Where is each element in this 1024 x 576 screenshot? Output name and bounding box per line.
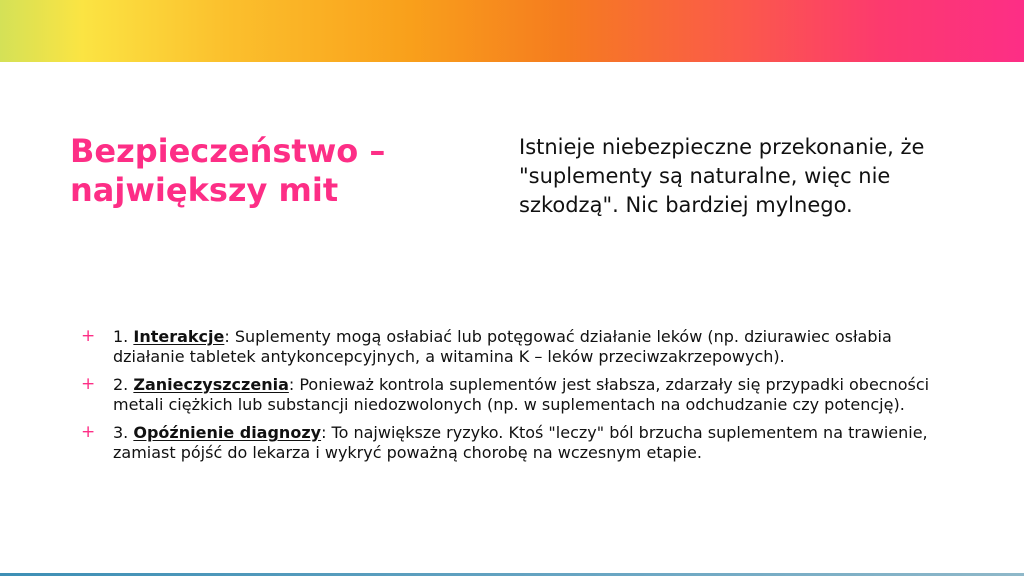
point-text: : Suplementy mogą osłabiać lub potęgować działanie leków (np. dziurawiec osłabia działanie tabletek antykoncepcyjnych, a witamina K – leków przeciwzakrzepowych). — [113, 327, 892, 366]
plus-bullet-icon: + — [81, 326, 96, 346]
header-gradient-band — [0, 0, 1024, 62]
point-text: : To największe ryzyko. Ktoś "leczy" ból brzucha suplementem na trawienie, zamiast pójść do lekarza i wykryć poważną chorobę na wczesnym etapie. — [113, 423, 928, 462]
plus-bullet-icon: + — [81, 374, 96, 394]
slide-title: Bezpieczeństwo – największy mit — [70, 132, 386, 209]
list-item — [78, 423, 968, 462]
point-number: 3. — [113, 423, 129, 442]
list-item — [78, 327, 968, 366]
point-number: 1. — [113, 327, 129, 346]
list-item — [78, 375, 968, 414]
point-keyword: Zanieczyszczenia — [133, 375, 289, 394]
points-list — [78, 327, 968, 471]
point-text: : Ponieważ kontrola suplementów jest słabsza, zdarzały się przypadki obecności metali ciężkich lub substancji niedozwolonych (np. w suplementach na odchudzanie czy potencję). — [113, 375, 930, 414]
plus-bullet-icon: + — [81, 422, 96, 442]
point-number: 2. — [113, 375, 129, 394]
intro-text: Istnieje niebezpieczne przekonanie, że "suplementy są naturalne, więc nie szkodzą". Nic bardziej mylnego. — [519, 135, 925, 217]
point-keyword: Opóźnienie diagnozy — [133, 423, 322, 442]
point-keyword: Interakcje — [133, 327, 225, 346]
